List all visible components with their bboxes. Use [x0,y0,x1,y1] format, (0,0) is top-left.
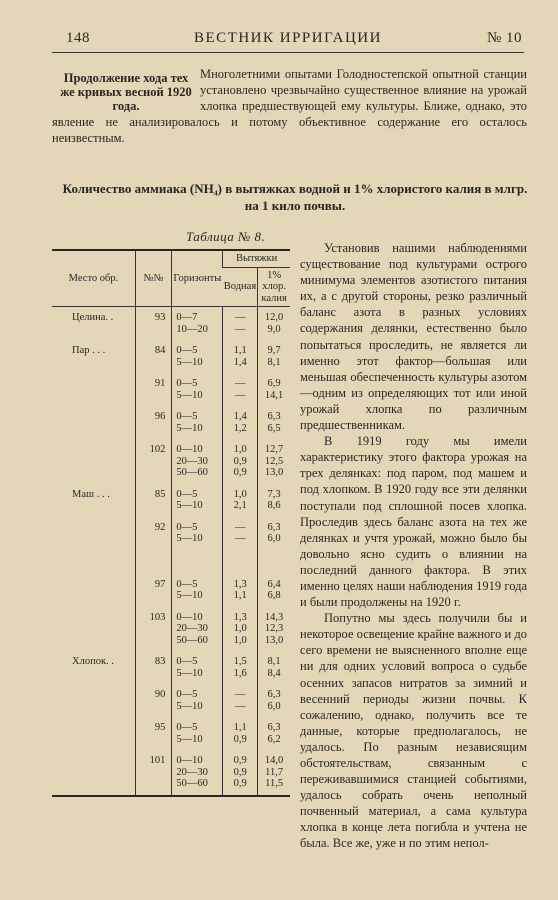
cell-water-value: 1,6 [233,667,247,679]
cell-water-value: 1,1 [233,722,247,733]
cell-chloride-value: 6,0 [267,533,281,544]
cell-water [223,651,258,684]
table-row [52,607,290,652]
cell-number: 101 [135,750,171,796]
cell-chloride-value: 6,3 [267,411,281,422]
cell-place: Пар . . . [72,345,106,356]
cell-horizons-value: 5—10 [176,422,203,434]
cell-water-value: 0,9 [233,755,247,766]
cell-horizons-value: 5—10 [176,356,203,368]
cell-horizons [172,651,223,684]
cell-chloride-value: 6,2 [267,733,281,745]
cell-water-value: 0,9 [233,455,247,467]
cell-horizons-value: 50—60 [176,467,208,478]
cell-horizons-value: 0—10 [176,611,203,623]
cell-water [223,517,258,550]
cell-chloride-value: 9,7 [267,345,281,356]
cell-chloride [258,651,290,684]
cell-horizons-value: 0—7 [176,312,198,323]
cell-horizons-value: 0—5 [176,722,198,733]
cell-horizons [172,439,223,484]
table-row [52,307,290,341]
cell-chloride [258,717,290,750]
cell-number: 91 [135,373,171,406]
cell-horizons-value: 50—60 [176,778,208,789]
cell-chloride-value: 13,0 [264,467,284,478]
table-row [52,750,290,796]
cell-horizons-value: 5—10 [176,590,203,601]
col-header-water: Водная [223,267,258,307]
cell-horizons-value: 5—10 [176,500,203,511]
cell-water-value: 1,1 [233,345,247,356]
table-row [52,439,290,484]
cell-water-value: 1,5 [233,656,247,667]
cell-water-value: 0,9 [233,766,247,778]
cell-horizons [172,406,223,439]
cell-chloride-value: 6,3 [267,722,281,733]
cell-chloride [258,684,290,717]
body-text-column [300,240,527,852]
cell-chloride-value: 12,7 [264,444,284,455]
intro-text: Многолетними опытами Голодностепской опытной станции установлено чрезвычайно существенное влияние на урожай хлопка предшествующей ему культуры. Ближе, однако, это явление не анализировалось и потому объективное содержание его осталось неизвестным. [52,67,527,145]
cell-water [223,717,258,750]
issue-number: № 10 [486,30,522,46]
cell-horizons [172,574,223,607]
cell-number: 103 [135,607,171,652]
cell-horizons-value: 0—5 [176,656,198,667]
cell-water [223,484,258,517]
cell-chloride-value: 6,8 [267,590,281,601]
col-header-number: №№ [135,250,171,307]
cell-horizons-value: 0—5 [176,488,198,500]
cell-water-value: 0,9 [233,733,247,745]
cell-chloride [258,574,290,607]
cell-horizons-value: 5—10 [176,733,203,745]
body-paragraph: В 1919 году мы имели характеристику этого фактора урожая на трех делянках: под паром, под машем и под хлопком. В 1920 году все эти делянки поступали под сплошной посев хлопка. Проследив здесь баланс азота на тех же делянках и учтя урожай, можно было бы довольно ясно судить о влиянии на последний данного фактора. В этих именно целях наши наблюдения 1919 года и были продолжены на 1920 г. [300,434,527,610]
cell-chloride [258,517,290,550]
table-heading: Количество аммиака (NH₄) в вытяжках водной и 1% хлористого калия в млгр. на 1 кило почвы. [62,181,528,213]
table-row [52,574,290,607]
cell-horizons-value: 0—5 [176,578,198,590]
cell-water-value: — [234,689,246,700]
cell-water-value: 1,0 [233,623,247,634]
cell-chloride [258,307,290,341]
cell-place [52,517,135,550]
cell-chloride [258,607,290,652]
col-header-place: Место обр. [52,250,135,307]
cell-horizons-value: 0—5 [176,689,198,700]
cell-chloride-value: 8,1 [267,656,281,667]
col-header-horizons: Горизонты [172,250,223,307]
cell-place [52,684,135,717]
cell-place [52,750,135,796]
cell-chloride-value: 14,3 [264,611,284,623]
table-row [52,406,290,439]
cell-water-value: — [234,700,246,712]
cell-horizons-value: 5—10 [176,700,203,712]
cell-horizons-value: 20—30 [176,766,208,778]
cell-place [52,406,135,439]
cell-horizons-value: 0—5 [176,378,198,389]
cell-chloride-value: 6,0 [267,700,281,712]
cell-horizons [172,517,223,550]
cell-water-value: 1,3 [233,611,247,623]
cell-water-value: 0,9 [233,778,247,789]
cell-chloride-value: 14,1 [264,389,284,401]
cell-chloride-value: 13,0 [264,634,284,646]
body-paragraph: Попутно мы здесь получили бы и некоторое освещение крайне важного и до сего времени не выясненного вполне еще ни для одних условий вопроса о судьбе осенних запасов нитратов за зимний и весенний периоды жизни почвы. К сожалению, однако, получить все те данные, которые предполагалось, не удалось. По разным независящим обстоятельствам, связанным с переживавшимися станцией событиями, удалось собрать очень неполный почвенный материал, а сама культура хлопка в конце лета погибла и учтена не была. Все же, уже и по этим непол- [300,611,527,851]
cell-horizons-value: 0—5 [176,345,198,356]
side-heading: Продолжение хода тех же кривых весной 1920 года. [60,71,192,113]
cell-water [223,373,258,406]
cell-water [223,574,258,607]
cell-number: 96 [135,406,171,439]
cell-horizons-value: 5—10 [176,389,203,401]
table-row [52,484,290,517]
cell-chloride-value: 12,5 [264,455,284,467]
journal-title: ВЕСТНИК ИРРИГАЦИИ [194,30,382,46]
cell-water-value: 1,3 [233,578,247,590]
cell-chloride-value: 7,3 [267,488,281,500]
table-row [52,340,290,373]
cell-chloride-value: 9,0 [267,323,281,335]
cell-place [52,574,135,607]
cell-water-value: 1,0 [233,488,247,500]
cell-number: 83 [135,651,171,684]
table-row [52,651,290,684]
cell-horizons [172,750,223,796]
cell-water-value: — [234,312,246,323]
cell-chloride [258,484,290,517]
cell-water [223,439,258,484]
cell-chloride-value: 6,3 [267,689,281,700]
cell-chloride-value: 8,6 [267,500,281,511]
page-number: 148 [66,30,90,46]
table-body [52,307,290,796]
cell-horizons-value: 0—5 [176,521,198,533]
cell-chloride-value: 6,4 [267,578,281,590]
cell-chloride [258,439,290,484]
cell-place [52,717,135,750]
cell-number: 84 [135,340,171,373]
cell-horizons-value: 0—10 [176,444,203,455]
cell-chloride-value: 6,3 [267,521,281,533]
cell-chloride-value: 6,9 [267,378,281,389]
table-row [52,717,290,750]
cell-water-value: 0,9 [233,467,247,478]
cell-number: 97 [135,574,171,607]
cell-place [52,439,135,484]
cell-horizons-value: 5—10 [176,667,203,679]
table-row [52,373,290,406]
cell-place: Хлопок. . [72,656,114,667]
cell-water-value: 1,2 [233,422,247,434]
cell-horizons [172,484,223,517]
cell-chloride-value: 12,0 [264,312,284,323]
cell-horizons [172,307,223,341]
cell-horizons [172,684,223,717]
cell-place: Маш . . . [72,488,110,500]
cell-water-value: 1,4 [233,356,247,368]
cell-horizons-value: 5—10 [176,533,203,544]
page-header [52,30,524,53]
cell-chloride-value: 6,5 [267,422,281,434]
cell-horizons-value: 20—30 [176,623,208,634]
cell-horizons-value: 50—60 [176,634,208,646]
cell-chloride-value: 8,1 [267,356,281,368]
intro-paragraph [52,66,527,146]
cell-water-value: — [234,378,246,389]
cell-place [52,607,135,652]
cell-water-value: 1,1 [233,590,247,601]
cell-horizons-value: 0—5 [176,411,198,422]
cell-horizons [172,607,223,652]
cell-water [223,406,258,439]
cell-chloride-value: 11,7 [265,766,284,778]
cell-water [223,684,258,717]
cell-horizons-value: 10—20 [176,323,208,335]
table-row [52,517,290,550]
cell-chloride [258,340,290,373]
cell-water-value: — [234,521,246,533]
body-paragraph: Установив нашими наблюдениями существование под культурами острого минимума элементов азотистого питания их, а с другой стороны, резко различный баланс азота в разных условиях содержания делянки, естественно было попытаться проследить, не является ли именно этот фактор—большая или меньшая обеспеченность культуры азотом—одним из определяющих тот или иной урожай хлопка по различным предшественникам. [300,241,527,433]
col-header-chloride: 1% хлор. калия [258,267,290,307]
cell-horizons [172,340,223,373]
cell-water-value: 1,0 [233,634,247,646]
cell-horizons-value: 0—10 [176,755,203,766]
cell-horizons [172,717,223,750]
cell-number: 92 [135,517,171,550]
cell-chloride-value: 12,3 [264,623,284,634]
cell-chloride [258,750,290,796]
cell-number: 102 [135,439,171,484]
cell-place [52,373,135,406]
cell-number: 85 [135,484,171,517]
cell-water-value: 1,0 [233,444,247,455]
cell-horizons-value: 20—30 [176,455,208,467]
cell-chloride-value: 8,4 [267,667,281,679]
cell-water [223,607,258,652]
ammonia-table [52,249,290,797]
cell-chloride-value: 11,5 [265,778,284,789]
col-header-extracts: Вытяжки [223,250,290,267]
cell-place: Целина. . [72,312,114,323]
cell-water-value: — [234,323,246,335]
cell-water [223,750,258,796]
cell-water [223,307,258,341]
cell-water-value: — [234,389,246,401]
cell-number: 93 [135,307,171,341]
cell-water [223,340,258,373]
cell-chloride [258,406,290,439]
cell-horizons [172,373,223,406]
cell-number: 90 [135,684,171,717]
cell-water-value: 2,1 [233,500,247,511]
cell-chloride [258,373,290,406]
cell-chloride-value: 14,0 [264,755,284,766]
cell-water-value: — [234,533,246,544]
table-row [52,684,290,717]
table-caption: Таблица № 8. [186,229,266,244]
cell-number: 95 [135,717,171,750]
cell-water-value: 1,4 [233,411,247,422]
